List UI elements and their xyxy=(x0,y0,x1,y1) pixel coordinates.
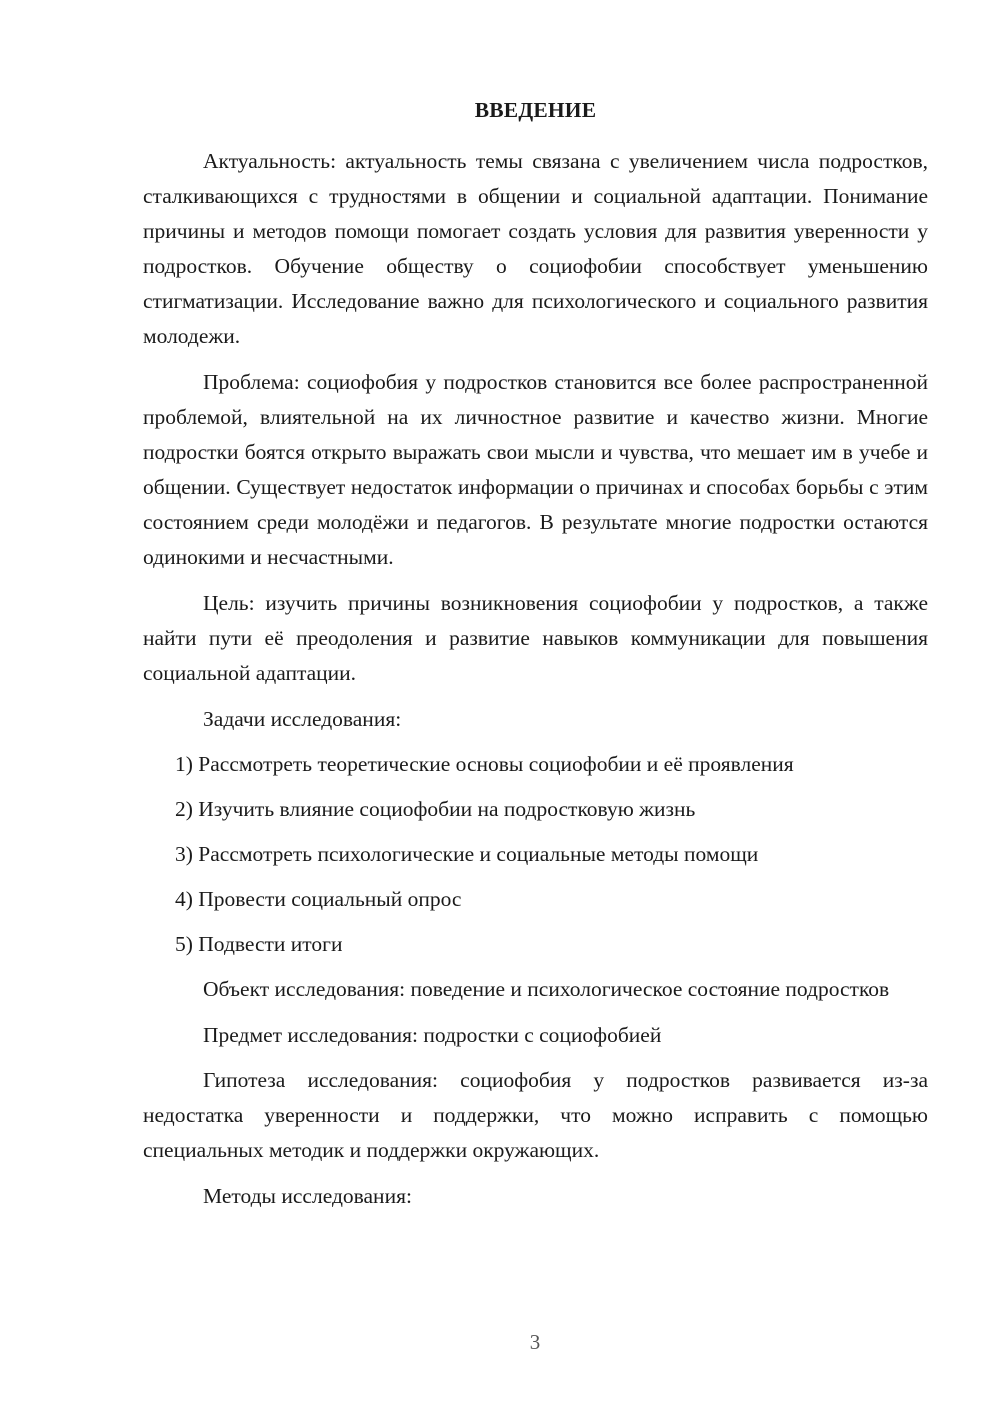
paragraph-hypothesis: Гипотеза исследования: социофобия у подростков развивается из-за недостатка уверенности и поддержки, что можно исправить с помощью специальных методик и поддержки окружающих. xyxy=(143,1068,928,1162)
task-item: 3) Рассмотреть психологические и социальные методы помощи xyxy=(175,842,759,866)
methods-heading: Методы исследования: xyxy=(203,1184,412,1208)
task-item: 2) Изучить влияние социофобии на подростковую жизнь xyxy=(175,797,696,821)
tasks-list xyxy=(143,747,928,962)
page-number: 3 xyxy=(529,1330,541,1354)
task-item: 5) Подвести итоги xyxy=(175,932,343,956)
paragraph-goal: Цель: изучить причины возникновения социофобии у подростков, а также найти пути её преодоления и развитие навыков коммуникации для повышения социальной адаптации. xyxy=(143,591,928,685)
paragraph-relevance: Актуальность: актуальность темы связана с увеличением числа подростков, сталкивающихся с трудностями в общении и социальной адаптации. Понимание причины и методов помощи помогает создать условия для развития уверенности у подростков. Обучение обществу о социофобии способствует уменьшению стигматизации. Исследование важно для психологического и социального развития молодежи. xyxy=(143,149,928,348)
paragraph-problem: Проблема: социофобия у подростков становится все более распространенной проблемой, влиятельной на их личностное развитие и качество жизни. Многие подростки боятся открыто выражать свои мысли и чувства, что мешает им в учебе и общении. Существует недостаток информации о причинах и способах борьбы с этим состоянием среди молодёжи и педагогов. В результате многие подростки остаются одинокими и несчастными. xyxy=(143,370,928,569)
document-page xyxy=(143,94,928,1224)
paragraph-object: Объект исследования: поведение и психологическое состояние подростков xyxy=(203,977,890,1001)
section-title: ВВЕДЕНИЕ xyxy=(474,98,597,122)
paragraph-subject: Предмет исследования: подростки с социофобией xyxy=(203,1023,662,1047)
task-item: 1) Рассмотреть теоретические основы социофобии и её проявления xyxy=(175,752,794,776)
task-item: 4) Провести социальный опрос xyxy=(175,887,462,911)
tasks-heading: Задачи исследования: xyxy=(203,707,402,731)
